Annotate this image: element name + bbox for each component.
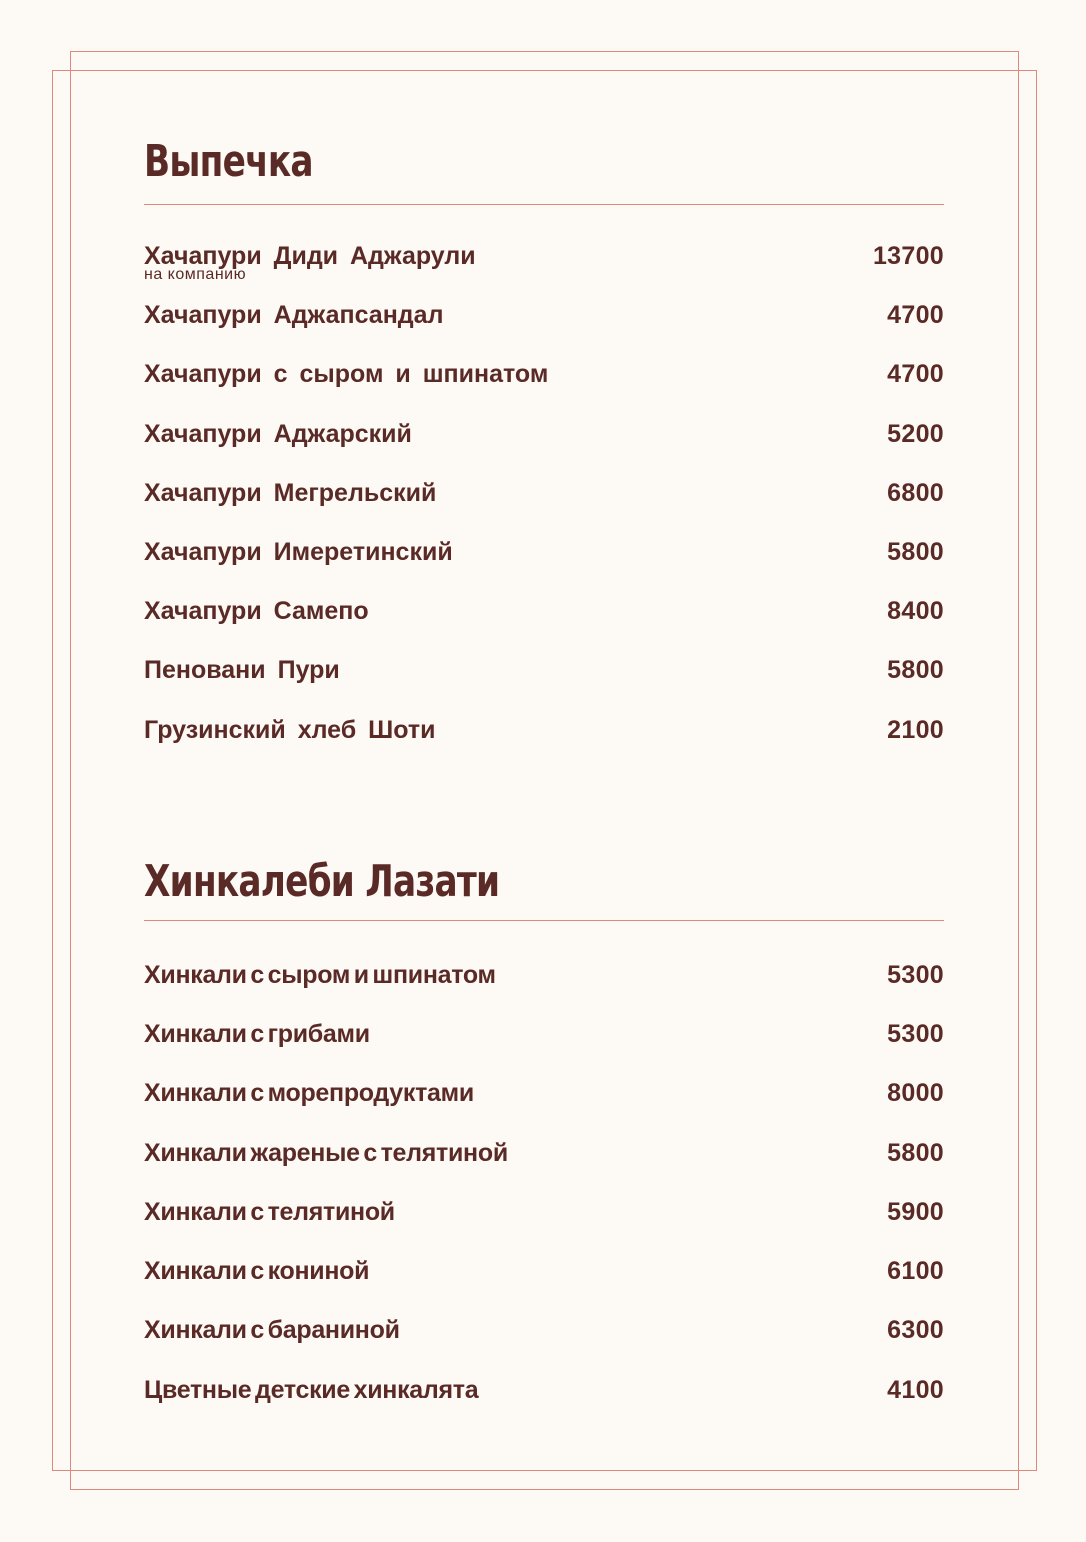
item-price: 4700: [887, 301, 944, 329]
menu-item: [144, 1197, 944, 1231]
item-name: Хинкали с кониной: [144, 1257, 370, 1285]
item-price: 6100: [887, 1257, 944, 1285]
item-price: 4700: [887, 360, 944, 388]
item-name: Хинкали с сыром и шпинатом: [144, 961, 496, 989]
item-price: 5900: [887, 1198, 944, 1226]
item-name: Хинкали с грибами: [144, 1020, 370, 1048]
menu-item: [144, 359, 944, 393]
menu-item: [144, 960, 944, 994]
item-note: на компанию: [144, 266, 247, 283]
item-name: Хачапури Аджапсандал: [144, 301, 444, 329]
item-price: 5300: [887, 961, 944, 989]
item-name: Хинкали с бараниной: [144, 1316, 400, 1344]
item-price: 5300: [887, 1020, 944, 1048]
item-name: Хинкали с телятиной: [144, 1198, 395, 1226]
menu-item: [144, 300, 944, 334]
section-divider: [144, 920, 944, 921]
menu-item: [144, 1256, 944, 1290]
item-price: 5200: [887, 420, 944, 448]
section-title: Хинкалеби Лазати: [144, 856, 500, 907]
item-name: Хачапури Аджарский: [144, 420, 412, 448]
section-divider: [144, 204, 944, 205]
item-name: Хачапури Мегрельский: [144, 479, 437, 507]
item-price: 8400: [887, 597, 944, 625]
item-name: Хачапури Самепо: [144, 597, 369, 625]
item-price: 6800: [887, 479, 944, 507]
menu-item: [144, 478, 944, 512]
item-name: Хинкали с морепродуктами: [144, 1079, 474, 1107]
menu-item: [144, 715, 944, 749]
item-price: 4100: [887, 1376, 944, 1404]
section-khinkali: [144, 856, 944, 1404]
menu-item: [144, 1019, 944, 1053]
item-name: Пеновани Пури: [144, 656, 340, 684]
item-name: Хинкали жареные с телятиной: [144, 1139, 508, 1167]
menu-item: [144, 655, 944, 689]
item-price: 5800: [887, 538, 944, 566]
item-price: 5800: [887, 656, 944, 684]
menu-item: [144, 241, 944, 283]
section-title: Выпечка: [144, 136, 313, 187]
item-price: 8000: [887, 1079, 944, 1107]
item-name: Грузинский хлеб Шоти: [144, 716, 436, 744]
menu-item: [144, 1375, 944, 1409]
menu-item: [144, 419, 944, 453]
menu-item: [144, 1138, 944, 1172]
section-pastry: [144, 136, 944, 744]
item-name: Цветные детские хинкалята: [144, 1376, 479, 1404]
item-price: 5800: [887, 1139, 944, 1167]
menu-item: [144, 596, 944, 630]
menu-item: [144, 1315, 944, 1349]
menu-item: [144, 1078, 944, 1112]
item-name: Хачапури Имеретинский: [144, 538, 453, 566]
item-name: Хачапури Диди Аджарули: [144, 242, 476, 270]
item-price: 2100: [887, 716, 944, 744]
item-price: 6300: [887, 1316, 944, 1344]
item-name: Хачапури с сыром и шпинатом: [144, 360, 549, 388]
item-price: 13700: [872, 242, 944, 270]
menu-item: [144, 537, 944, 571]
